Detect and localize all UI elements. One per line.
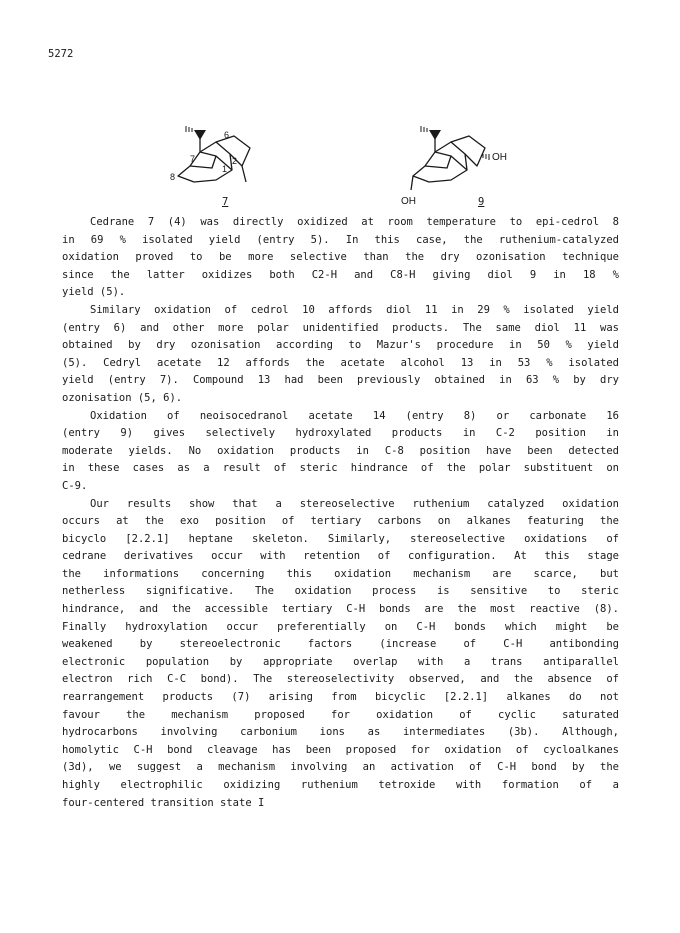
paragraph-2 [62,302,619,408]
text-line: in these cases as a result of steric hindrance of the polar substituent on [62,462,619,475]
text-line: Finally hydroxylation occur preferentially on C-H bonds which might be [62,620,619,633]
text-line: netherless significative. The oxidation process is sensitive to steric [62,585,619,598]
structure-figures [0,118,680,218]
methyl-wedge [194,130,206,140]
text-line: moderate yields. No oxidation products in C-8 position have been detected [62,444,619,457]
text-line: weakened by stereoelectronic factors (increase of C-H antibonding [62,638,619,651]
paragraph-1 [62,214,619,302]
text-line: four-centered transition state I [62,796,265,809]
structure-7-drawing [160,118,290,193]
text-line: Similary oxidation of cedrol 10 affords diol 11 in 29 % isolated yield [90,303,619,316]
paragraph-4 [62,496,619,813]
text-line: oxidation proved to be more selective than the dry ozonisation technique [62,251,619,264]
hashed-bond [186,126,192,132]
svg-text:1: 1 [222,164,228,174]
body-text [62,214,619,812]
text-line: (entry 9) gives selectively hydroxylated products in C-2 position in [62,427,619,440]
text-line: ozonisation (5, 6). [62,391,183,404]
svg-text:6: 6 [224,130,230,140]
text-line: the informations concerning this oxidation mechanism are scarce, but [62,567,619,580]
text-line: favour the mechanism proposed for oxidation of cyclic saturated [62,708,619,721]
text-line: homolytic C-H bond cleavage has been proposed for oxidation of cycloalkanes [62,743,619,756]
page-number: 5272 [48,48,74,60]
svg-text:2: 2 [232,156,238,166]
text-line: occurs at the exo position of tertiary carbons on alkanes featuring the [62,515,619,528]
text-line: bicyclo [2.2.1] heptane skeleton. Similarly, stereoselective oxidations of [62,532,619,545]
text-line: in 69 % isolated yield (entry 5). In this case, the ruthenium-catalyzed [62,233,619,246]
text-line: (5). Cedryl acetate 12 affords the acetate alcohol 13 in 53 % isolated [62,356,619,369]
text-line: highly electrophilic oxidizing ruthenium tetroxide with formation of a [62,779,619,791]
text-line: cedrane derivatives occur with retention of configuration. At this stage [62,550,619,563]
text-line: rearrangement products (7) arising from bicyclic [2.2.1] alkanes do not [62,691,619,704]
text-line: (3d), we suggest a mechanism involving an activation of C-H bond by the [62,761,619,774]
paragraph-3 [62,408,619,496]
text-line: Oxidation of neoisocedranol acetate 14 (entry 8) or carbonate 16 [90,409,619,422]
text-line: since the latter oxidizes both C2-H and C8-H giving diol 9 in 18 % [62,268,619,281]
text-line: C-9. [62,479,88,492]
hydroxyl-label-right: OH [492,152,507,163]
svg-text:7: 7 [190,154,196,164]
text-line: yield (entry 7). Compound 13 had been previously obtained in 63 % by dry [62,374,619,387]
text-line: Cedrane 7 (4) was directly oxidized at room temperature to epi-cedrol 8 [90,216,619,228]
figure-label-9: 9 [478,196,485,208]
text-line: hydrocarbons involving carbonium ions as intermediates (3b). Although, [62,726,619,739]
text-line: obtained by dry ozonisation according to Mazur's procedure in 50 % yield [62,339,619,352]
svg-text:8: 8 [170,172,176,182]
text-line: electron rich C-C bond). The stereoselectivity observed, and the absence of [62,673,619,686]
text-line: electronic population by appropriate overlap with a trans antiparallel [62,655,619,668]
text-line: (entry 6) and other more polar unidentified products. The same diol 11 was [62,321,619,334]
text-line: Our results show that a stereoselective ruthenium catalyzed oxidation [90,497,619,510]
text-line: hindrance, and the accessible tertiary C-H bonds are the most reactive (8). [62,603,619,616]
hydroxyl-label-bottom: OH [401,196,416,207]
figure-label-7: 7 [222,196,229,208]
text-line: yield (5). [62,286,126,299]
